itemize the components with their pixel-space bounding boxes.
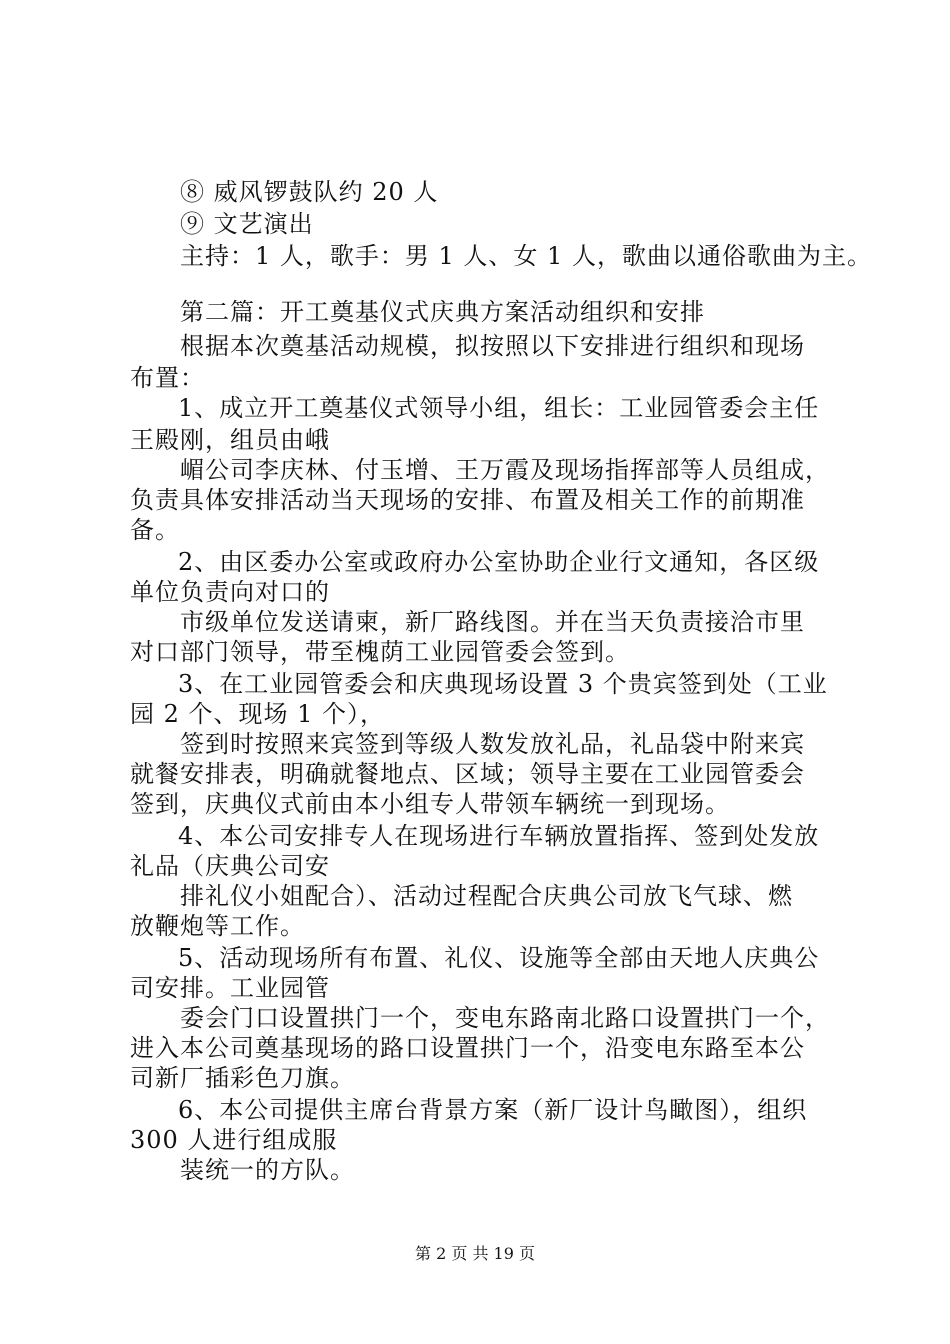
- text-line: 6、本公司提供主席台背景方案（新厂设计鸟瞰图），组织: [178, 1096, 808, 1124]
- text-line: 负责具体安排活动当天现场的安排、布置及相关工作的前期准: [130, 486, 805, 514]
- text-line: 司安排。工业园管: [130, 974, 330, 1002]
- text-line: 排礼仪小姐配合）、活动过程配合庆典公司放飞气球、燃: [180, 882, 793, 910]
- text-line: 园 2 个、现场 1 个），: [130, 700, 386, 728]
- text-line: 嵋公司李庆林、付玉增、王万霞及现场指挥部等人员组成，: [180, 456, 830, 484]
- text-line: 对口部门领导，带至槐荫工业园管委会签到。: [130, 638, 630, 666]
- text-line: 放鞭炮等工作。: [130, 912, 305, 940]
- text-line: 主持：1 人，歌手：男 1 人、女 1 人，歌曲以通俗歌曲为主。: [180, 242, 872, 270]
- section-heading: 第二篇：开工奠基仪式庆典方案活动组织和安排: [180, 298, 705, 326]
- text-line: 签到，庆典仪式前由本小组专人带领车辆统一到现场。: [130, 790, 730, 818]
- text-line: 4、本公司安排专人在现场进行车辆放置指挥、签到处发放: [178, 822, 820, 850]
- text-line: 3、在工业园管委会和庆典现场设置 3 个贵宾签到处（工业: [178, 670, 828, 698]
- text-line: 布置：: [130, 364, 205, 392]
- text-line: 备。: [130, 516, 180, 544]
- text-line: 根据本次奠基活动规模，拟按照以下安排进行组织和现场: [180, 332, 805, 360]
- text-line: 装统一的方队。: [180, 1156, 355, 1184]
- text-line: 签到时按照来宾签到等级人数发放礼品，礼品袋中附来宾: [180, 730, 805, 758]
- text-line: 礼品（庆典公司安: [130, 852, 330, 880]
- text-line: ⑨ 文艺演出: [180, 210, 314, 238]
- text-line: 委会门口设置拱门一个，变电东路南北路口设置拱门一个，: [180, 1004, 830, 1032]
- text-line: 单位负责向对口的: [130, 578, 330, 606]
- text-line: 就餐安排表，明确就餐地点、区域；领导主要在工业园管委会: [130, 760, 805, 788]
- page-number-footer: 第 2 页 共 19 页: [415, 1244, 535, 1263]
- text-line: 1、成立开工奠基仪式领导小组，组长：工业园管委会主任: [178, 394, 820, 422]
- text-line: 5、活动现场所有布置、礼仪、设施等全部由天地人庆典公: [178, 944, 820, 972]
- text-line: 市级单位发送请柬，新厂路线图。并在当天负责接洽市里: [180, 608, 805, 636]
- text-line: 300 人进行组成服: [130, 1126, 338, 1154]
- text-line: 王殿刚，组员由峨: [130, 426, 330, 454]
- text-line: 2、由区委办公室或政府办公室协助企业行文通知，各区级: [178, 548, 820, 576]
- text-line: 司新厂插彩色刀旗。: [130, 1064, 355, 1092]
- text-line: 进入本公司奠基现场的路口设置拱门一个，沿变电东路至本公: [130, 1034, 805, 1062]
- text-line: ⑧ 威风锣鼓队约 20 人: [180, 178, 439, 206]
